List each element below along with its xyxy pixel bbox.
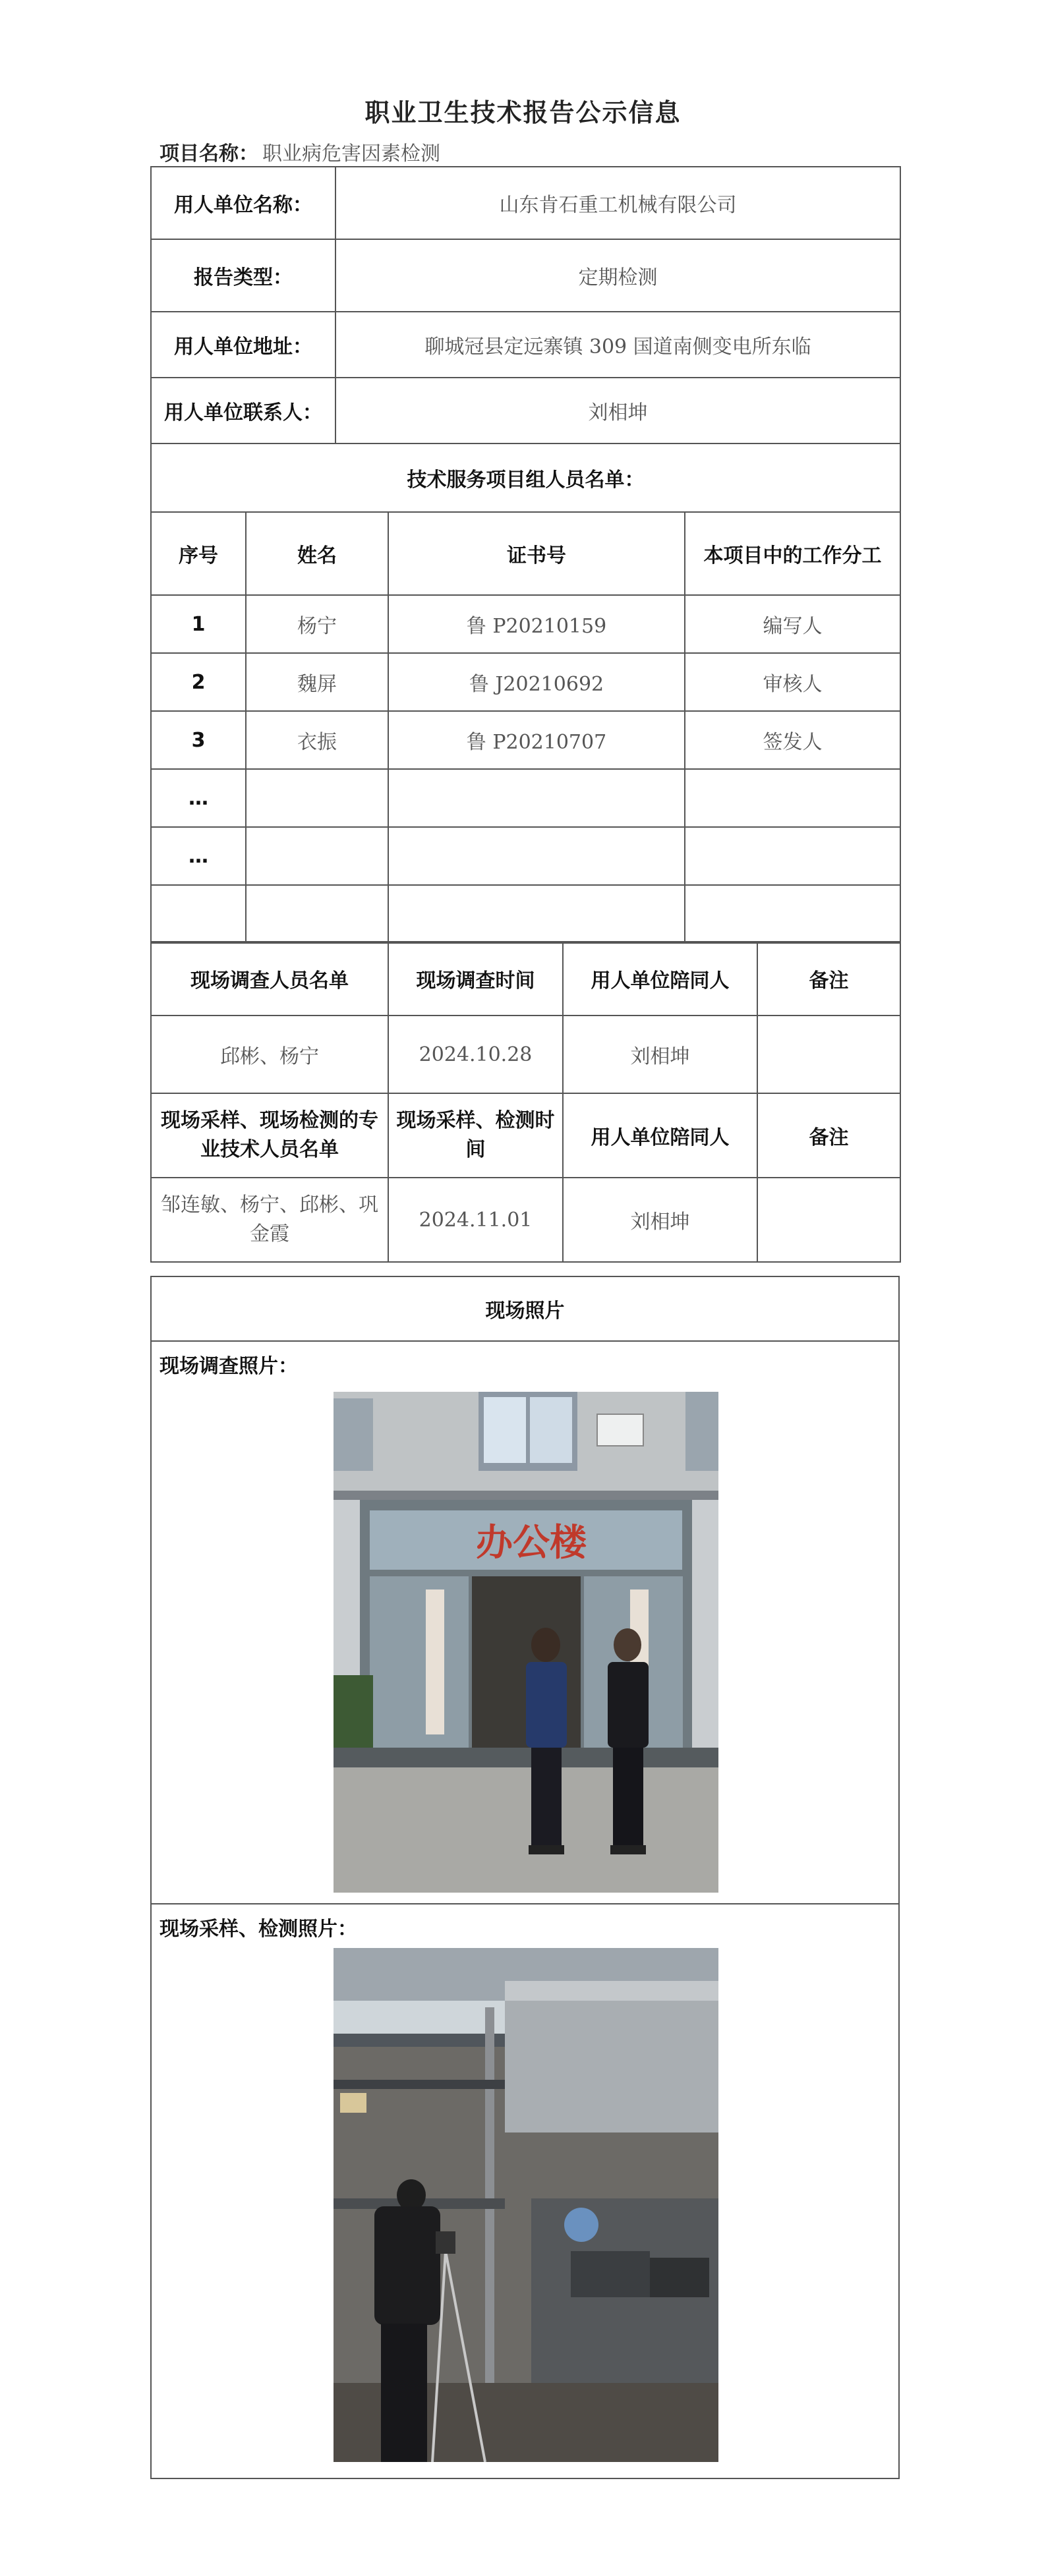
info-label: 报告类型： bbox=[151, 239, 335, 312]
info-label: 用人单位联系人： bbox=[151, 378, 335, 444]
table-cell bbox=[388, 769, 685, 827]
info-row-address bbox=[151, 312, 900, 378]
table-row bbox=[151, 595, 900, 653]
table-row bbox=[151, 1178, 900, 1262]
table-cell: 3 bbox=[151, 711, 246, 769]
column-header: 现场采样、现场检测的专业技术人员名单 bbox=[151, 1093, 388, 1178]
photos-section bbox=[150, 1276, 900, 2479]
project-label: 项目名称： bbox=[160, 142, 258, 165]
building-entrance-photo bbox=[334, 1392, 718, 1893]
sampling-photo-section bbox=[152, 1904, 898, 2478]
table-cell bbox=[246, 827, 388, 885]
info-row-name bbox=[151, 167, 900, 239]
office-building-sign: 办公楼 bbox=[476, 1522, 587, 1564]
column-header: 现场调查人员名单 bbox=[151, 942, 388, 1016]
table-cell bbox=[685, 769, 900, 827]
table-cell: 衣振 bbox=[246, 711, 388, 769]
table-cell bbox=[685, 885, 900, 943]
table-cell: 鲁 J20210692 bbox=[388, 653, 685, 711]
table-cell: 刘相坤 bbox=[563, 1178, 757, 1262]
workshop-sampling-photo bbox=[334, 1948, 718, 2462]
table-cell: 2 bbox=[151, 653, 246, 711]
info-value: 刘相坤 bbox=[335, 378, 900, 444]
table-cell bbox=[388, 827, 685, 885]
page-title: 职业卫生技术报告公示信息 bbox=[364, 98, 682, 127]
table-cell: 2024.10.28 bbox=[388, 1016, 563, 1093]
table-row bbox=[151, 653, 900, 711]
info-label: 用人单位地址： bbox=[151, 312, 335, 378]
sampling-header-row bbox=[151, 1093, 900, 1178]
column-header: 本项目中的工作分工 bbox=[685, 512, 900, 595]
unit-info-table bbox=[150, 166, 901, 444]
project-value: 职业病危害因素检测 bbox=[262, 142, 440, 165]
column-header: 备注 bbox=[757, 942, 900, 1016]
table-cell: 编写人 bbox=[685, 595, 900, 653]
survey-header-row bbox=[151, 942, 900, 1016]
table-cell: 鲁 P20210159 bbox=[388, 595, 685, 653]
column-header: 用人单位陪同人 bbox=[563, 1093, 757, 1178]
column-header: 证书号 bbox=[388, 512, 685, 595]
team-table bbox=[150, 443, 901, 944]
survey-photo-section bbox=[152, 1342, 898, 1904]
team-heading: 技术服务项目组人员名单： bbox=[151, 444, 900, 512]
table-cell bbox=[685, 827, 900, 885]
table-cell bbox=[246, 885, 388, 943]
survey-photo-label: 现场调查照片： bbox=[160, 1355, 298, 1378]
table-cell: 签发人 bbox=[685, 711, 900, 769]
survey-table bbox=[150, 941, 901, 1263]
info-value: 山东肯石重工机械有限公司 bbox=[335, 167, 900, 239]
table-cell: 邱彬、杨宁 bbox=[151, 1016, 388, 1093]
project-line bbox=[160, 137, 440, 166]
survey-photo bbox=[334, 1392, 718, 1893]
table-cell: 刘相坤 bbox=[563, 1016, 757, 1093]
table-cell bbox=[757, 1016, 900, 1093]
info-value: 聊城冠县定远寨镇 309 国道南侧变电所东临 bbox=[335, 312, 900, 378]
info-row-type bbox=[151, 239, 900, 312]
table-cell: 2024.11.01 bbox=[388, 1178, 563, 1262]
info-value: 定期检测 bbox=[335, 239, 900, 312]
column-header: 现场调查时间 bbox=[388, 942, 563, 1016]
table-cell bbox=[388, 885, 685, 943]
table-cell: 鲁 P20210707 bbox=[388, 711, 685, 769]
table-row bbox=[151, 1016, 900, 1093]
table-row bbox=[151, 711, 900, 769]
table-row bbox=[151, 827, 900, 885]
column-header: 用人单位陪同人 bbox=[563, 942, 757, 1016]
photos-heading: 现场照片 bbox=[152, 1277, 898, 1342]
column-header: 备注 bbox=[757, 1093, 900, 1178]
table-cell: 审核人 bbox=[685, 653, 900, 711]
table-cell bbox=[246, 769, 388, 827]
column-header: 序号 bbox=[151, 512, 246, 595]
sampling-photo bbox=[334, 1948, 718, 2462]
table-cell: 1 bbox=[151, 595, 246, 653]
sampling-photo-label: 现场采样、检测照片： bbox=[160, 1918, 357, 1941]
info-label: 用人单位名称： bbox=[151, 167, 335, 239]
table-cell: 邹连敏、杨宁、邱彬、巩金霞 bbox=[151, 1178, 388, 1262]
table-cell: … bbox=[151, 827, 246, 885]
table-row bbox=[151, 885, 900, 943]
table-cell bbox=[757, 1178, 900, 1262]
table-cell: … bbox=[151, 769, 246, 827]
column-header: 现场采样、检测时间 bbox=[388, 1093, 563, 1178]
info-row-contact bbox=[151, 378, 900, 444]
team-header-row bbox=[151, 512, 900, 595]
table-cell bbox=[151, 885, 246, 943]
column-header: 姓名 bbox=[246, 512, 388, 595]
table-row bbox=[151, 769, 900, 827]
table-cell: 魏屏 bbox=[246, 653, 388, 711]
table-cell: 杨宁 bbox=[246, 595, 388, 653]
